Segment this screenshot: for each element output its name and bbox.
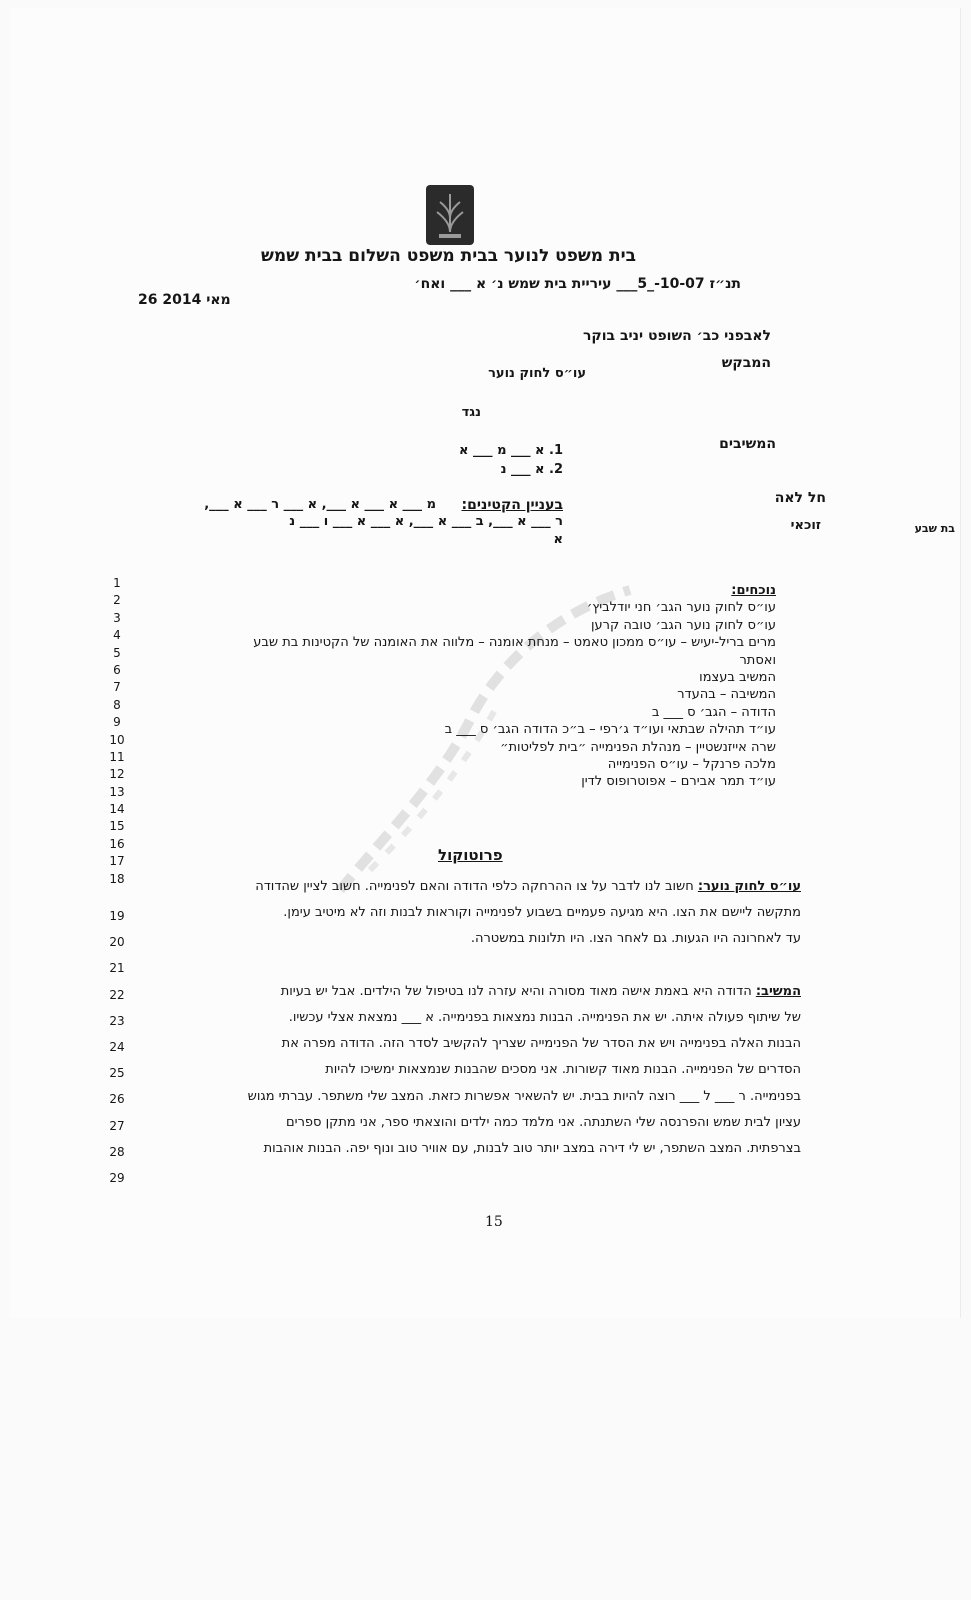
attendee-line: המשיב בעצמו — [699, 670, 776, 686]
line-number: 3 — [113, 610, 121, 625]
protocol-title: פרוטוקול — [438, 846, 503, 864]
line-number: 14 — [109, 802, 125, 817]
attendance-block — [253, 582, 776, 791]
line-numbers-bottom — [104, 903, 130, 1191]
minors-line-3: א — [553, 532, 563, 547]
bench-label: לאבפני כב׳ השופט יניב בוקר — [582, 328, 771, 344]
respondent-1: 1. א ___ מ ___ א — [459, 443, 563, 458]
line-number: 21 — [109, 961, 125, 976]
attendee-line: ואסתר — [739, 652, 776, 668]
line-number: 19 — [109, 909, 125, 923]
protocol-line-blank — [151, 953, 801, 979]
right-names-2: זוכאי — [790, 518, 821, 533]
line-number: 18 — [109, 871, 125, 886]
line-number: 28 — [109, 1144, 125, 1159]
protocol-body — [151, 874, 801, 1162]
page-number: 15 — [485, 1214, 503, 1230]
line-number: 5 — [113, 645, 121, 660]
applicant-label: המבקש — [721, 355, 771, 371]
line-number: 9 — [113, 715, 121, 730]
line-number: 12 — [109, 767, 125, 782]
speaker-label: המשיב: — [755, 983, 801, 999]
protocol-line: עד לאחרונה היו הגעות. גם לאחר הצו. היו תלונות במשטרה. — [470, 931, 801, 947]
respondents-label: המשיבים — [719, 436, 776, 452]
minors-label: בעניין הקטינים: — [461, 497, 563, 513]
attendance-title: נוכחים: — [731, 583, 776, 598]
line-numbers-top — [104, 575, 130, 888]
line-number: 29 — [109, 1170, 125, 1185]
line-number: 17 — [109, 854, 125, 869]
line-number: 2 — [113, 593, 121, 608]
hearing-date: 26 מאי 2014 — [138, 292, 231, 308]
state-emblem-seal — [425, 184, 475, 246]
protocol-line: הסדרים של הפנימייה. הבנות מאוד קשורות. אני מסכים שהבנות שנמצאות ימשיכו להיות — [325, 1062, 801, 1078]
line-number: 4 — [113, 628, 121, 643]
speaker-label: עו״ס לחוק נוער: — [697, 879, 801, 894]
protocol-line: של שיתוף פעולה איתה. יש את הפנימייה. הבנות נמצאות בפנימייה. א ___ נמצאת אצלי עכשיו. — [288, 1010, 801, 1026]
protocol-text: הדודה היא באמת אישה מאוד מסורה והיא עזרה לנו בטיפול של הילדים. אבל יש בעיות — [280, 983, 752, 999]
applicant-value: עו״ס לחוק נוער — [488, 366, 586, 381]
attendee-line: שרה אייזנשטיין – מנהלת הפנימייה ״בית לפליטות״ — [500, 739, 776, 755]
protocol-line — [151, 979, 801, 1005]
attendee-line: עו״ס לחוק נוער הגב׳ חני יודלביץ׳ — [586, 600, 776, 616]
protocol-line: בצרפתית. המצב השתפר, יש לי דירה במצב יותר טוב לבנות, עם אוויר טוב ונוף יפה. הבנות אוהבות — [263, 1141, 801, 1157]
line-number: 8 — [113, 697, 121, 712]
case-line — [414, 276, 741, 292]
line-number: 24 — [109, 1039, 125, 1054]
right-names-3: בת שבע — [914, 522, 955, 535]
line-number: 15 — [109, 819, 125, 834]
right-names-1: חל לאה — [774, 490, 826, 506]
line-number: 25 — [109, 1066, 125, 1081]
line-number: 23 — [109, 1013, 125, 1028]
line-number: 6 — [113, 662, 121, 677]
line-number: 20 — [109, 935, 125, 950]
versus-label: נגד — [461, 405, 481, 420]
minors-line-1: מ ___ א ___ א ___, א ___ ר ___ א ___, — [204, 497, 436, 512]
protocol-line: מתקשה ליישם את הצו. היא מגיעה פעמיים בשבוע לפנימייה וקוראות לבנות וזה לא מיטיב עימן. — [283, 905, 801, 921]
line-number: 11 — [109, 749, 125, 764]
line-number: 16 — [109, 836, 125, 851]
protocol-line — [151, 874, 801, 900]
line-number: 1 — [113, 576, 121, 590]
attendee-line: המשיבה – בהעדר — [677, 687, 776, 703]
attendee-line: מלכה פרנקל – עו״ס הפנימייה — [607, 757, 776, 773]
attendee-line: עו״ד תמר אבירם – אפוטרופוס לדין — [581, 774, 776, 790]
minors-line-2: ר ___ א ___, ב ___ א ___, א ___ א ___ ו ___ נ — [289, 514, 563, 529]
protocol-line: הבנות האלה בפנימייה ויש את הסדר של הפנימייה שצריך להקשיב לסדר הזה. הדודה מפרה את — [281, 1036, 801, 1052]
attendee-line: עו״ד תהילה שבתאי ועו״ד ג׳רפי – ב״כ הדודה הגב׳ ס ___ ב — [444, 722, 776, 738]
line-number: 13 — [109, 784, 125, 799]
protocol-line: עציון לבית שמש והפרנסה שלי השתנתה. אני מלמד כמה ילדים והוצאתי ספר, אני מתקן ספרים — [286, 1114, 801, 1130]
protocol-text: חשוב לנו לדבר על צו ההרחקה כלפי הדודה והאם לפנימייה. חשוב לציין שהדודה — [255, 879, 694, 894]
attendee-line: מרים בריל-יעיש – עו״ס ממכון טאמט – מנחת אומנה – מלווה את האומנה של הקטינות בת שבע — [253, 635, 776, 651]
case-number: תנ״ז 10-07-_5___ — [616, 276, 741, 292]
case-parties: עיריית בית שמש נ׳ א ___ ואח׳ — [414, 276, 612, 292]
line-number: 10 — [109, 732, 125, 747]
protocol-line: בפנימייה. ר ___ ל ___ רוצה להיות בבית. יש להשאיר אפשרות כזאת. המצב שלי משתפר. עברתי מגוש — [247, 1088, 801, 1104]
line-number: 26 — [109, 1092, 125, 1107]
attendee-line: הדודה – הגב׳ ס ___ ב — [651, 704, 776, 720]
line-number: 7 — [113, 680, 121, 695]
attendee-line: עו״ס לחוק נוער הגב׳ טובה קרען — [590, 617, 776, 633]
line-number: 22 — [109, 987, 125, 1002]
line-number: 27 — [109, 1118, 125, 1133]
court-title: בית משפט לנוער בבית משפט השלום בבית שמש — [261, 246, 636, 266]
respondent-2: 2. א ___ נ — [500, 462, 563, 477]
